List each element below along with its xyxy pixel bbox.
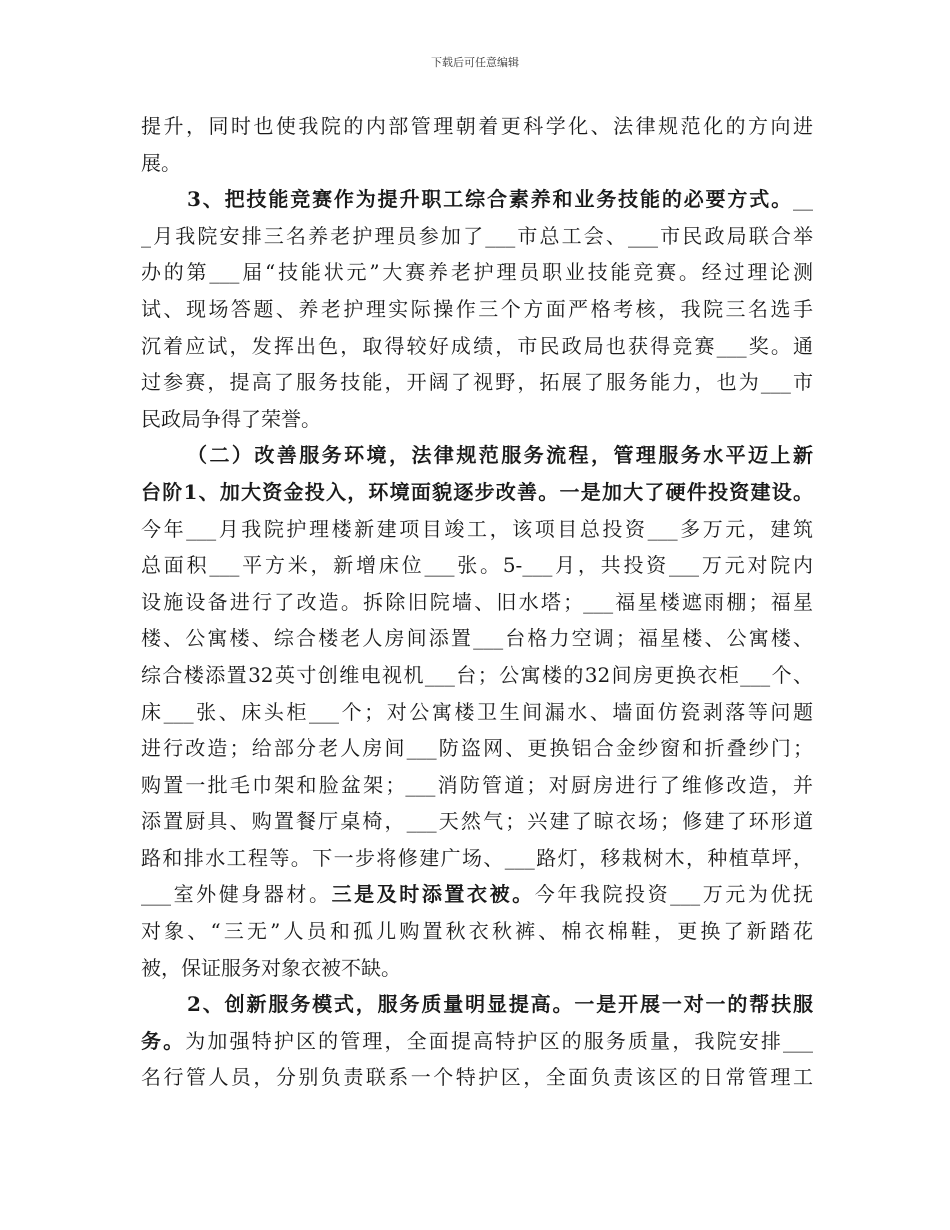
text-line: [141, 108, 813, 145]
text-segment: 今年我院投资___万元为优抚: [534, 882, 813, 907]
text-segment: 被，保证服务对象衣被不缺。: [141, 955, 401, 980]
text-line: [141, 401, 813, 438]
text-line: [141, 254, 813, 291]
text-segment: 综合楼添置32英寸创维电视机___台；公寓楼的32间房更换衣柜___个、: [141, 662, 813, 687]
text-segment: 过参赛，提高了服务技能，开阔了视野，拓展了服务能力，也为___市: [141, 370, 813, 395]
text-segment: 对象、“三无”人员和孤儿购置秋衣秋裤、棉衣棉鞋，更换了新踏花: [141, 919, 813, 944]
text-segment: __: [793, 187, 813, 212]
text-line: [141, 218, 813, 255]
text-segment: ___室外健身器材。: [141, 882, 332, 907]
text-line: [141, 986, 813, 1023]
text-line: [141, 328, 813, 365]
page-header: 下载后可任意编辑: [431, 56, 519, 69]
text-segment: 民政局争得了荣誉。: [141, 406, 321, 431]
text-segment: 进行改造；给部分老人房间___防盗网、更换铝合金纱窗和折叠纱门；: [141, 736, 813, 761]
bold-text-segment: 台阶1、加大资金投入，环境面貌逐步改善。一是加大了硬件投资建设。: [141, 479, 813, 504]
text-segment: 沉着应试，发挥出色，取得较好成绩，市民政局也获得竞赛___奖。通: [141, 333, 813, 358]
text-segment: 购置一批毛巾架和脸盆架；___消防管道；对厨房进行了维修改造，并: [141, 772, 813, 797]
text-line: [141, 840, 813, 877]
text-line: [141, 547, 813, 584]
text-line: [141, 694, 813, 731]
text-line: [141, 803, 813, 840]
text-line: [141, 1023, 813, 1060]
text-segment: 名行管人员，分别负责联系一个特护区，全面负责该区的日常管理工: [141, 1065, 813, 1090]
text-segment: 展。: [141, 150, 181, 175]
text-segment: 设施设备进行了改造。拆除旧院墙、旧水塔；___福星楼遮雨棚；福星: [141, 589, 813, 614]
text-segment: 床___张、床头柜___个；对公寓楼卫生间漏水、墙面仿瓷剥落等问题: [141, 699, 813, 724]
text-line: [141, 1059, 813, 1096]
bold-text-segment: （二）改善服务环境，法律规范服务流程，管理服务水平迈上新: [187, 443, 813, 468]
text-line: [141, 730, 813, 767]
bold-text-segment: 2、创新服务模式，服务质量明显提高。一是开展一对一的帮扶服: [187, 992, 813, 1017]
text-segment: 路和排水工程等。下一步将修建广场、___路灯，移栽树木，种植草坪，: [141, 845, 813, 870]
text-line: [141, 657, 813, 694]
text-segment: 提升，同时也使我院的内部管理朝着更科学化、法律规范化的方向进: [141, 114, 813, 138]
text-segment: 楼、公寓楼、综合楼老人房间添置___台格力空调；福星楼、公寓楼、: [141, 626, 813, 651]
text-segment: 为加强特护区的管理，全面提高特护区的服务质量，我院安排___: [185, 1028, 813, 1053]
text-line: [141, 437, 813, 474]
text-segment: 试、现场答题、养老护理实际操作三个方面严格考核，我院三名选手: [141, 296, 813, 321]
text-line: [141, 584, 813, 621]
text-line: [141, 511, 813, 548]
text-line: [141, 181, 813, 218]
text-segment: 添置厨具、购置餐厅桌椅，___天然气；兴建了晾衣场；修建了环形道: [141, 809, 813, 834]
text-segment: 总面积___平方米，新增床位___张。5-___月，共投资___万元对院内: [141, 553, 813, 578]
text-line: [141, 364, 813, 401]
text-segment: _月我院安排三名养老护理员参加了___市总工会、___市民政局联合举: [141, 223, 813, 248]
bold-text-segment: 务。: [141, 1028, 186, 1053]
bold-text-segment: 3、把技能竞赛作为提升职工综合素养和业务技能的必要方式。: [187, 187, 793, 212]
text-segment: 今年___月我院护理楼新建项目竣工，该项目总投资___多万元，建筑: [141, 516, 813, 541]
text-line: [141, 291, 813, 328]
text-line: [141, 876, 813, 913]
text-line: [141, 474, 813, 511]
text-line: [141, 913, 813, 950]
text-line: [141, 620, 813, 657]
text-line: [141, 767, 813, 804]
text-segment: 办的第___届“技能状元”大赛养老护理员职业技能竞赛。经过理论测: [141, 260, 813, 285]
text-line: [141, 950, 813, 987]
text-line: [141, 145, 813, 182]
bold-text-segment: 三是及时添置衣被。: [331, 882, 535, 907]
document-body: [141, 108, 813, 1096]
